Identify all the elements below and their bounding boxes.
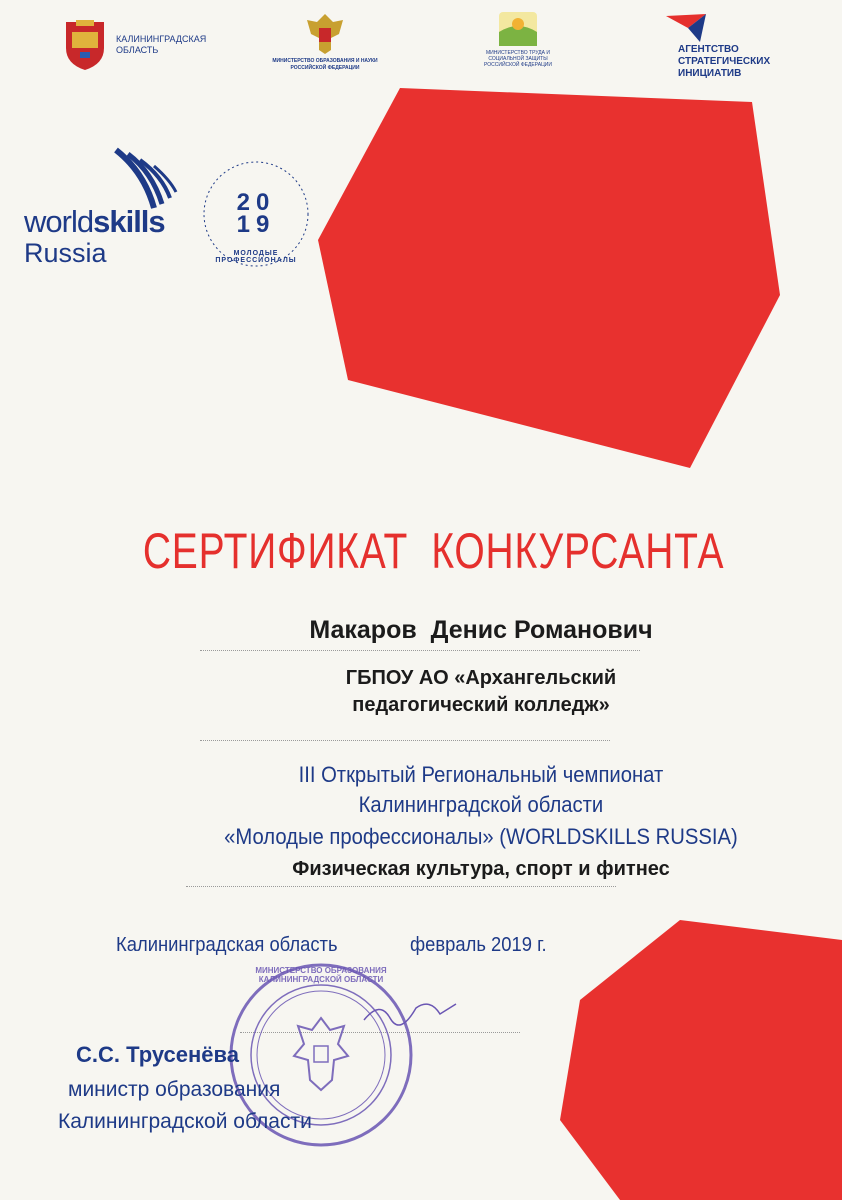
asi-label: АГЕНТСТВО СТРАТЕГИЧЕСКИХ ИНИЦИАТИВ bbox=[678, 44, 771, 79]
asi-arrow-icon bbox=[666, 14, 706, 42]
ministry-education-logo bbox=[265, 12, 385, 82]
young-professionals-badge bbox=[200, 158, 312, 270]
stamp-text: МИНИСТЕРСТВО ОБРАЗОВАНИЯ КАЛИНИНГРАДСКОЙ ОБЛАСТИ bbox=[255, 966, 387, 984]
skill-name: Физическая культура, спорт и фитнес bbox=[292, 858, 670, 880]
championship-line-3: «Молодые профессионалы» (WORLDSKILLS RUSSIA) bbox=[224, 824, 738, 849]
worldskills-swoosh-icon bbox=[110, 146, 180, 212]
signer-title-line-2: Калининградской области bbox=[58, 1110, 312, 1133]
certificate-title: СЕРТИФИКАТ КОНКУРСАНТА bbox=[142, 523, 725, 579]
ministry-labor-emblem-icon bbox=[499, 12, 537, 46]
ministry-education-label: МИНИСТЕРСТВО ОБРАЗОВАНИЯ И НАУКИ РОССИЙСКОЙ ФЕДЕРАЦИИ bbox=[272, 58, 378, 71]
kaliningrad-label: КАЛИНИНГРАДСКАЯ ОБЛАСТЬ bbox=[116, 34, 207, 55]
worldskills-world: world bbox=[24, 204, 94, 239]
young-professionals-text: МОЛОДЫЕ ПРОФЕССИОНАЛЫ bbox=[215, 250, 297, 264]
russian-eagle-icon bbox=[305, 12, 345, 54]
signer-name: С.С. Трусенёва bbox=[76, 1042, 240, 1067]
championship-line-1: III Открытый Региональный чемпионат bbox=[298, 762, 664, 787]
date: февраль 2019 г. bbox=[410, 934, 547, 956]
decorative-hexagon-top bbox=[300, 80, 790, 470]
decorative-hexagon-bottom bbox=[560, 920, 842, 1200]
worldskills-skills: skills bbox=[93, 204, 165, 239]
organization-underline bbox=[200, 740, 610, 741]
organization-line-1: ГБПОУ АО «Архангельский bbox=[345, 667, 617, 689]
kaliningrad-logo bbox=[64, 14, 234, 74]
organization-line-2: педагогический колледж» bbox=[352, 694, 610, 716]
worldskills-wordmark bbox=[24, 204, 165, 240]
ministry-labor-logo bbox=[478, 12, 558, 84]
worldskills-logo bbox=[24, 146, 184, 276]
skill-underline bbox=[186, 886, 616, 887]
kaliningrad-coat-of-arms-icon bbox=[64, 14, 106, 72]
asi-logo bbox=[666, 14, 796, 84]
name-underline bbox=[200, 650, 640, 651]
young-professionals-year: 2019 bbox=[236, 189, 276, 238]
championship-line-2: Калининградской области bbox=[358, 792, 604, 817]
participant-name: Макаров Денис Романович bbox=[309, 616, 653, 644]
signer-title-line-1: министр образования bbox=[68, 1078, 281, 1101]
ministry-labor-label: МИНИСТЕРСТВО ТРУДА И СОЦИАЛЬНОЙ ЗАЩИТЫ РОССИЙСКОЙ ФЕДЕРАЦИИ bbox=[484, 50, 552, 68]
worldskills-russia: Russia bbox=[24, 238, 107, 268]
place: Калининградская область bbox=[116, 934, 338, 956]
